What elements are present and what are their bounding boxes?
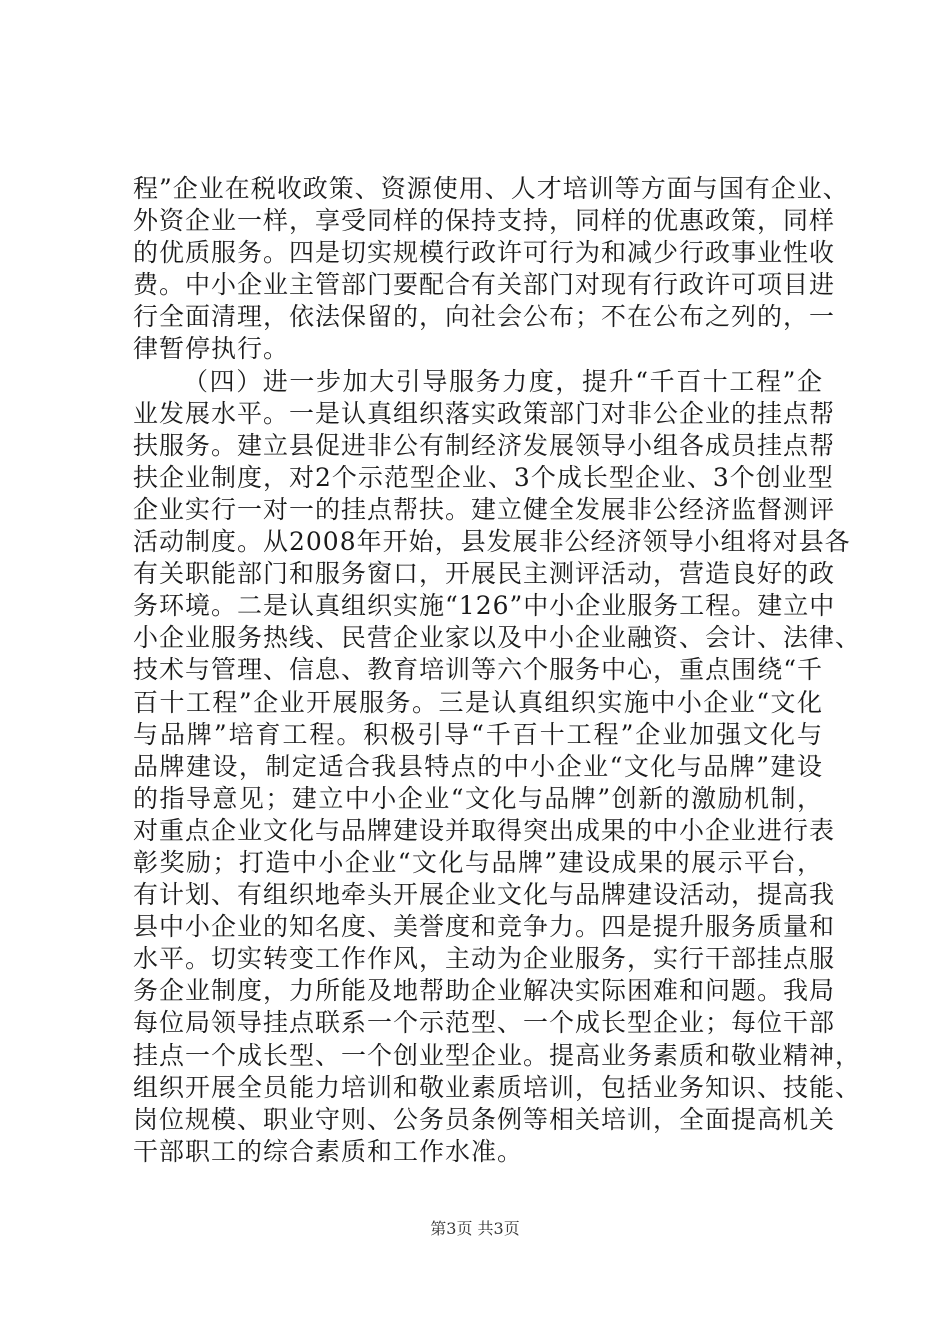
text-line: 程”企业在税收政策、资源使用、人才培训等方面与国有企业、 [133,174,849,203]
text-line: 扶服务。建立县促进非公有制经济发展领导小组各成员挂点帮 [133,430,836,460]
text-line: 彰奖励；打造中小企业“文化与品牌”建设成果的展示平台， [133,847,823,877]
text-line: 组织开展全员能力培训和敬业素质培训，包括业务知识、技能、 [133,1072,862,1102]
text-line: 有关职能部门和服务窗口，开展民主测评活动，营造良好的政 [133,559,836,589]
text-line: 品牌建设，制定适合我县特点的中小企业“文化与品牌”建设 [133,751,823,781]
text-line: 小企业服务热线、民营企业家以及中小企业融资、会计、法律、 [133,623,862,653]
text-line: 的指导意见；建立中小企业“文化与品牌”创新的激励机制， [133,783,823,813]
text-line: 务环境。二是认真组织实施“126”中小企业服务工程。建立中 [133,591,836,621]
text-line: 有计划、有组织地牵头开展企业文化与品牌建设活动，提高我 [133,880,836,910]
text-line: 挂点一个成长型、一个创业型企业。提高业务素质和敬业精神， [133,1040,862,1070]
text-line: 岗位规模、职业守则、公务员条例等相关培训，全面提高机关 [133,1104,836,1134]
text-line: 行全面清理，依法保留的，向社会公布；不在公布之列的，一 [133,302,836,332]
text-line: 务企业制度，力所能及地帮助企业解决实际困难和问题。我局 [133,976,836,1006]
text-line: 每位局领导挂点联系一个示范型、一个成长型企业；每位干部 [133,1008,836,1038]
text-line: 的优质服务。四是切实规模行政许可行为和减少行政事业性收 [133,238,836,268]
paragraph-start-line: （四）进一步加大引导服务力度，提升“千百十工程”企 [183,366,823,396]
text-line: 律暂停执行。 [133,334,290,364]
text-line: 与品牌”培育工程。积极引导“千百十工程”企业加强文化与 [133,719,823,749]
document-body [133,173,862,1168]
page-number-footer: 第3页 共3页 [430,1219,520,1238]
text-line: 对重点企业文化与品牌建设并取得突出成果的中小企业进行表 [133,815,836,845]
text-line: 扶企业制度，对2个示范型企业、3个成长型企业、3个创业型 [133,462,834,492]
text-line: 县中小企业的知名度、美誉度和竞争力。四是提升服务质量和 [133,912,836,942]
text-line: 外资企业一样，享受同样的保持支持，同样的优惠政策，同样 [133,206,836,236]
text-line: 业发展水平。一是认真组织落实政策部门对非公企业的挂点帮 [133,398,836,428]
text-line: 百十工程”企业开展服务。三是认真组织实施中小企业“文化 [133,687,823,717]
text-line: 干部职工的综合素质和工作水准。 [133,1136,524,1166]
text-line: 水平。切实转变工作作风，主动为企业服务，实行干部挂点服 [133,944,836,974]
text-line: 企业实行一对一的挂点帮扶。建立健全发展非公经济监督测评 [133,494,836,524]
text-line: 费。中小企业主管部门要配合有关部门对现有行政许可项目进 [133,270,836,300]
text-line: 技术与管理、信息、教育培训等六个服务中心，重点围绕“千 [133,655,823,685]
text-line: 活动制度。从2008年开始，县发展非公经济领导小组将对县各 [133,527,851,557]
